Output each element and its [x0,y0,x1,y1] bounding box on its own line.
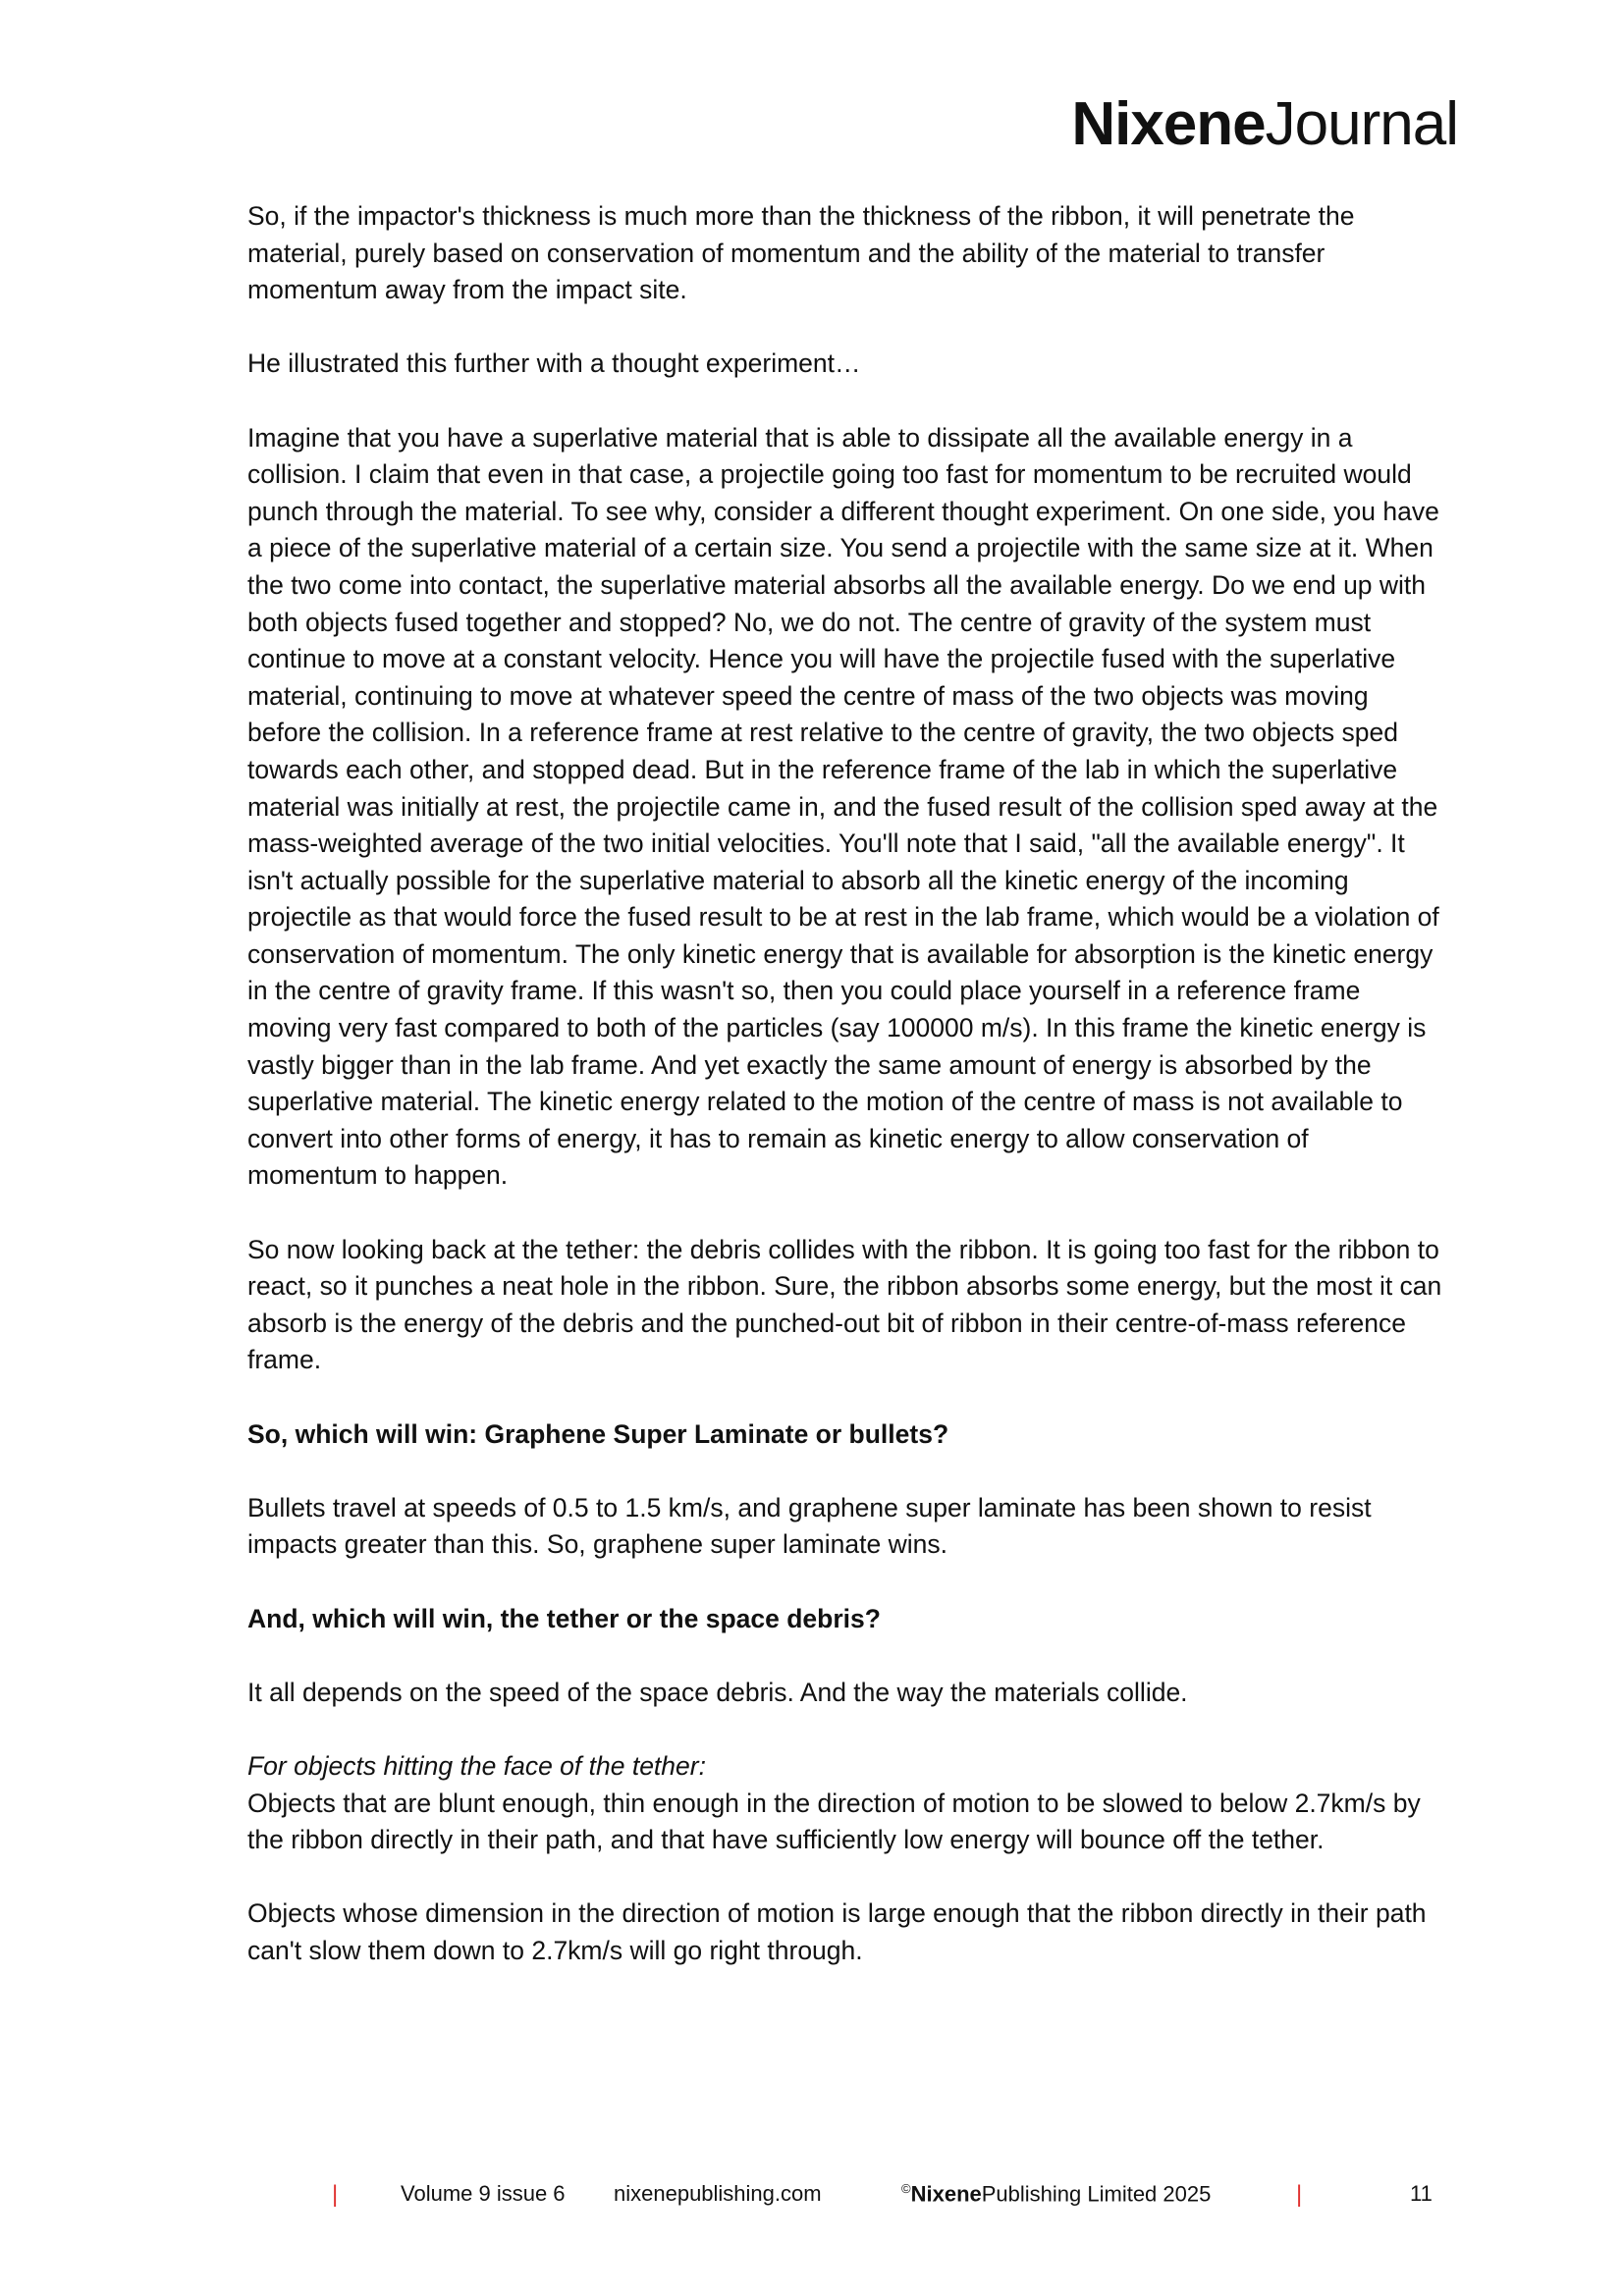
paragraph-depends-on-speed: It all depends on the speed of the space debris. And the way the materials collide. [247,1677,1188,1707]
copyright-text: Publishing Limited 2025 [981,2181,1212,2207]
page-footer [0,2181,1623,2211]
article-body [247,198,1445,2006]
journal-masthead [1071,90,1458,158]
paragraph-thought-experiment-intro: He illustrated this further with a thought experiment… [247,348,861,379]
subheading-face-of-tether: For objects hitting the face of the tether: [247,1750,706,1781]
copyright-brand: Nixene [910,2181,982,2207]
paragraph-impactor-thickness: So, if the impactor's thickness is much more than the thickness of the ribbon, it will penetrate the material, purely based on conservation of momentum and the ability of the material to transfer momentum away from the impact site. [247,201,1355,305]
copyright-symbol: © [901,2181,911,2196]
paragraph-tether-debris: So now looking back at the tether: the debris collides with the ribbon. It is going too fast for the ribbon to react, so it punches a neat hole in the ribbon. Sure, the ribbon absorbs some energy, but the most it can absorb is the energy of the debris and the punched-out bit of ribbon in their centre-of-mass reference frame. [247,1234,1442,1375]
heading-tether-vs-debris: And, which will win, the tether or the space debris? [247,1603,881,1633]
paragraph-bullets: Bullets travel at speeds of 0.5 to 1.5 km/s, and graphene super laminate has been shown to resist impacts greater than this. So, graphene super laminate wins. [247,1492,1372,1560]
paragraph-bounce-off: Objects that are blunt enough, thin enough in the direction of motion to be slowed to below 2.7km/s by the ribbon directly in their path, and that have sufficiently low energy will bounce off the tether. [247,1788,1421,1855]
footer-separator-right: | [1296,2181,1303,2208]
footer-volume: Volume 9 issue 6 [401,2181,566,2206]
footer-separator-left: | [332,2181,339,2208]
footer-copyright [901,2181,1211,2207]
heading-graphene-vs-bullets: So, which will win: Graphene Super Laminate or bullets? [247,1418,949,1449]
footer-website: nixenepublishing.com [614,2181,822,2206]
masthead-brand-bold: Nixene [1071,90,1266,158]
masthead-brand-light: Journal [1265,90,1458,158]
footer-page-number: 11 [1410,2181,1433,2206]
paragraph-superlative-material: Imagine that you have a superlative material that is able to dissipate all the available energy in a collision. I claim that even in that case, a projectile going too fast for momentum to be recruited would punch through the material. To see why, consider a different thought experiment. On one side, you have a piece of the superlative material of a certain size. You send a projectile with the same size at it. When the two come into contact, the superlative material absorbs all the available energy. Do we end up with both objects fused together and stopped? No, we do not. The centre of gravity of the system must continue to move at a constant velocity. Hence you will have the projectile fused with the superlative material, continuing to move at whatever speed the centre of mass of the two objects was moving before the collision. In a reference frame at rest relative to the centre of gravity, the two objects sped towards each other, and stopped dead. But in the reference frame of the lab in which the superlative material was initially at rest, the projectile came in, and the fused result of the collision sped away at the mass-weighted average of the two initial velocities. You'll note that I said, "all the available energy". It isn't actually possible for the superlative material to absorb all the kinetic energy of the incoming projectile as that would force the fused result to be at rest in the lab frame, which would be a violation of conservation of momentum. The only kinetic energy that is available for absorption is the kinetic energy in the centre of gravity frame. If this wasn't so, then you could place yourself in a reference frame moving very fast compared to both of the particles (say 100000 m/s). In this frame the kinetic energy is vastly bigger than in the lab frame. And yet exactly the same amount of energy is absorbed by the superlative material. The kinetic energy related to the motion of the centre of mass is not available to convert into other forms of energy, it has to remain as kinetic energy to allow conservation of momentum to happen. [247,422,1439,1191]
paragraph-go-through: Objects whose dimension in the direction of motion is large enough that the ribbon directly in their path can't slow them down to 2.7km/s will go right through. [247,1898,1427,1965]
